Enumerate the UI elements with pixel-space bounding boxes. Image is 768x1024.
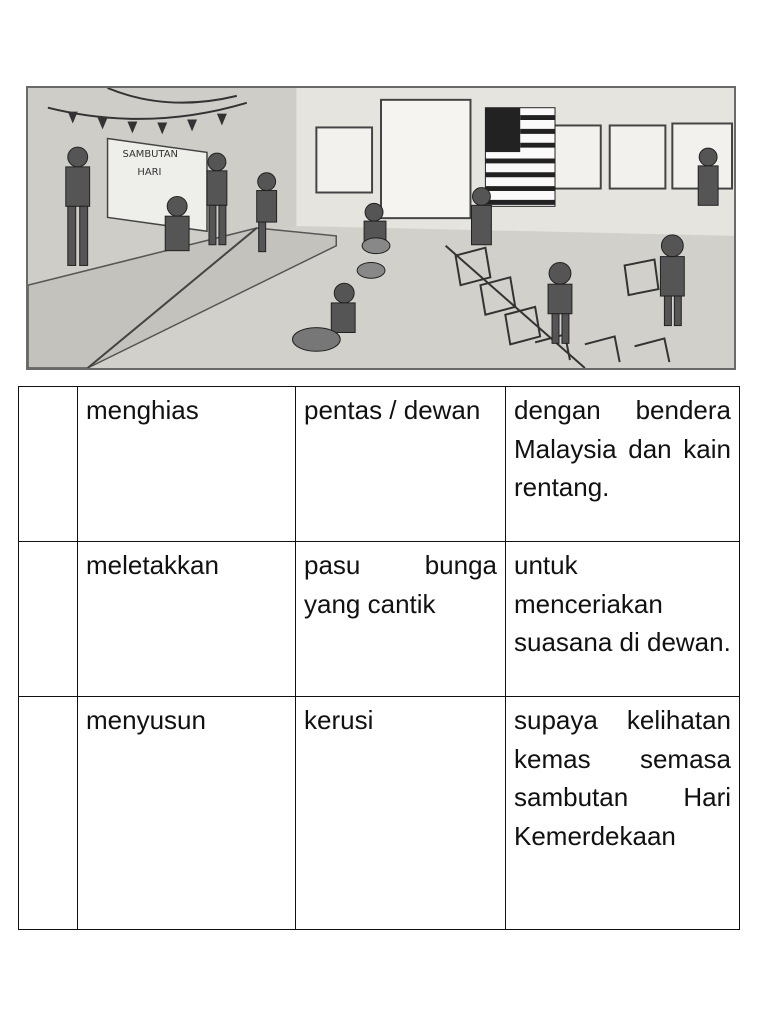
sentence-table xyxy=(18,386,740,930)
hall-decoration-illustration xyxy=(26,86,736,370)
scene-drawing xyxy=(28,88,734,368)
row-number-cell xyxy=(19,387,78,542)
object-cell: pentas / dewan xyxy=(296,387,506,542)
table-row xyxy=(19,697,740,930)
purpose-cell: dengan bendera Malaysia dan kain rentang. xyxy=(506,387,740,542)
table-row xyxy=(19,387,740,542)
svg-text:HARI: HARI xyxy=(137,166,162,178)
verb-cell: menghias xyxy=(78,387,296,542)
object-cell: pasu bunga yang cantik xyxy=(296,542,506,697)
row-number-cell xyxy=(19,542,78,697)
table-row xyxy=(19,542,740,697)
svg-text:SAMBUTAN: SAMBUTAN xyxy=(122,149,178,161)
verb-cell: meletakkan xyxy=(78,542,296,697)
verb-cell: menyusun xyxy=(78,697,296,930)
object-cell: kerusi xyxy=(296,697,506,930)
purpose-cell: untuk menceriakan suasana di dewan. xyxy=(506,542,740,697)
row-number-cell xyxy=(19,697,78,930)
purpose-cell: supaya kelihatan kemas semasa sambutan Hari Kemerdekaan xyxy=(506,697,740,930)
